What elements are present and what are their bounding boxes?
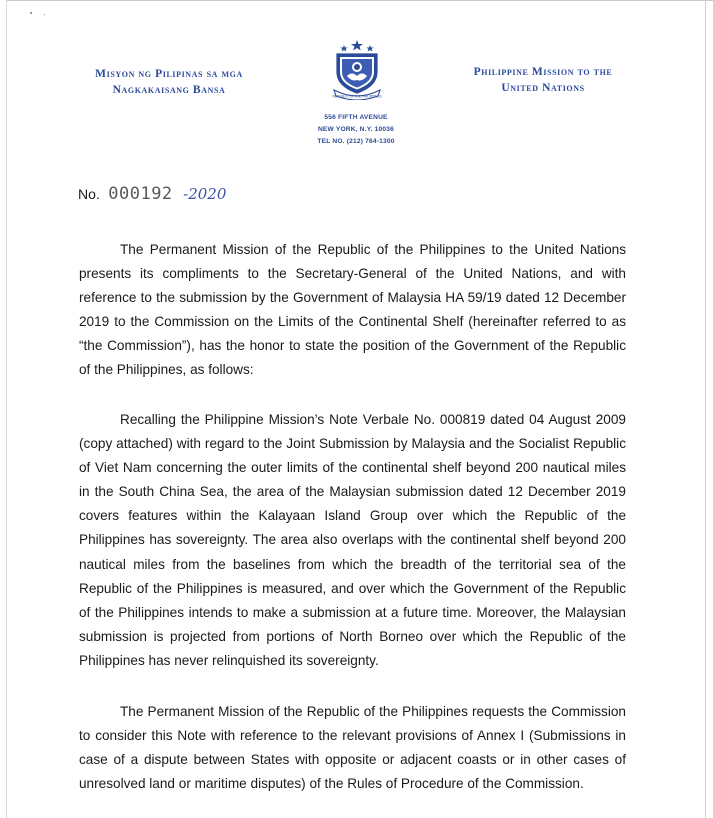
letterhead-english-title bbox=[438, 64, 648, 96]
address-phone: TEL NO. (212) 764-1300 bbox=[317, 138, 395, 145]
letterhead-filipino-line1: Misyon ng Pilipinas sa mga bbox=[95, 68, 243, 80]
page-top-border bbox=[6, 0, 713, 1]
body-paragraph-3: The Permanent Mission of the Republic of the Philippines requests the Commission to consider this Note with reference to the relevant provisions of Annex I (Submissions in case of a dispute between States with opposite or adjacent coasts or in other cases of unresolved land or maritime disputes) of the Rules of Procedure of the Commission. bbox=[79, 704, 626, 792]
reference-handwritten-year: -2020 bbox=[183, 185, 227, 203]
letterhead-filipino-line2: Nagkakaisang Bansa bbox=[112, 84, 226, 96]
svg-text:REPUBLIC OF THE PHILIPPINES: REPUBLIC OF THE PHILIPPINES bbox=[332, 94, 382, 99]
body-paragraph-1: The Permanent Mission of the Republic of the Philippines to the United Nations presents its compliments to the Secretary-General of the United Nations, and with reference to the submission by the Government of Malaysia HA 59/19 dated 12 December 2019 to the Commission on the Limits of the Continental Shelf (hereinafter referred to as “the Commission”), has the honor to state the position of the Government of the Republic of the Philippines, as follows: bbox=[79, 242, 626, 378]
reference-prefix: No. bbox=[78, 186, 100, 202]
letterhead-english-line2: United Nations bbox=[501, 82, 585, 94]
letterhead-filipino-title bbox=[64, 66, 274, 98]
letterhead-english-line1: Philippine Mission to the bbox=[473, 66, 613, 78]
scan-speck bbox=[30, 12, 32, 14]
philippine-seal-icon bbox=[328, 38, 386, 100]
reference-stamped-number: 000192 bbox=[108, 184, 173, 204]
address-city: NEW YORK, N.Y. 10036 bbox=[317, 126, 395, 133]
mission-address bbox=[296, 112, 416, 148]
body-paragraph-2: Recalling the Philippine Mission’s Note Verbale No. 000819 dated 04 August 2009 (copy attached) with regard to the Joint Submission by Malaysia and the Socialist Republic of Viet Nam concerning the outer limits of the continental shelf beyond 200 nautical miles in the South China Sea, the area of the Malaysian submission dated 12 December 2019 covers features within the Kalayaan Island Group over which the Republic of the Philippines has sovereignty. The area also overlaps with the continental shelf beyond 200 nautical miles from the baselines from which the breadth of the territorial sea of the Republic of the Philippines is measured, and over which the Government of the Republic of the Philippines intends to make a submission at a future time. Moreover, the Malaysian submission is projected from portions of North Borneo over which the Republic of the Philippines has never relinquished its sovereignty. bbox=[79, 412, 626, 668]
address-street: 556 FIFTH AVENUE bbox=[324, 114, 388, 121]
note-reference-number bbox=[78, 184, 226, 210]
scan-speck bbox=[44, 14, 45, 15]
page-left-border bbox=[6, 0, 7, 818]
page-right-border bbox=[705, 0, 706, 818]
